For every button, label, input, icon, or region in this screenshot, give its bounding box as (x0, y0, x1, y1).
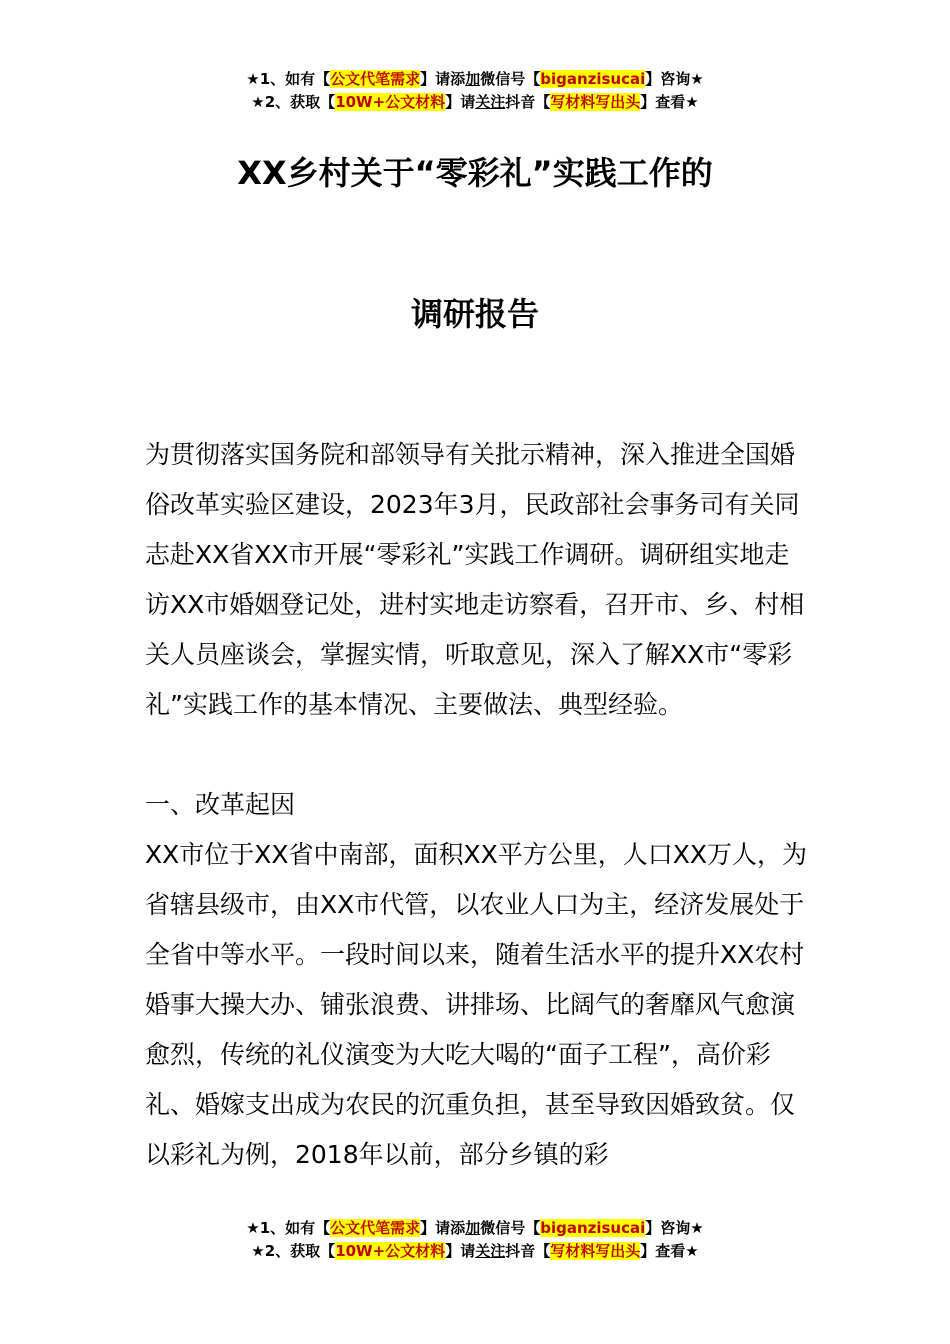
banner-line-1 (0, 68, 950, 91)
top-banner (0, 68, 950, 114)
banner-line-2 (0, 1240, 950, 1263)
intro-paragraph-block (145, 430, 810, 730)
banner-highlight-douyin: 写材料写出头 (550, 93, 641, 111)
banner-highlight: 公文代笔需求 (330, 70, 421, 88)
section-heading: 一、改革起因 (145, 790, 296, 819)
banner-text: ★2、获取【 (251, 93, 336, 111)
banner-line-2 (0, 91, 950, 114)
banner-highlight: 公文代笔需求 (330, 1219, 421, 1237)
section-heading-block (145, 780, 810, 830)
banner-underlined-text: 关注 (475, 93, 506, 111)
banner-highlight-wechat-id: biganzisucai (540, 70, 646, 88)
banner-highlight: 10W+公文材料 (335, 1242, 446, 1260)
banner-text: 】请添 (420, 1219, 466, 1237)
banner-text: 微信号【 (480, 70, 541, 88)
banner-text: ★1、如有【 (246, 1219, 331, 1237)
banner-text: 】咨询★ (645, 1219, 704, 1237)
section-paragraph: XX市位于XX省中南部，面积XX平方公里，人口XX万人，为省辖县级市，由XX市代管，以农业人口为主，经济发展处于全省中等水平。一段时间以来，随着生活水平的提升XX农村婚事大操大办、铺张浪费、讲排场、比阔气的奢靡风气愈演愈烈，传统的礼仪演变为大吃大喝的“面子工程”，高价彩礼、婚嫁支出成为农民的沉重负担，甚至导致因婚致贫。仅以彩礼为例，2018年以前，部分乡镇的彩 (145, 840, 808, 1169)
banner-text: 抖音【 (505, 93, 551, 111)
banner-highlight-wechat-id: biganzisucai (540, 1219, 646, 1237)
banner-text: 】请 (445, 1242, 476, 1260)
banner-text: 】咨询★ (645, 70, 704, 88)
document-title-line-1: XX乡村关于“零彩礼”实践工作的 (237, 154, 713, 192)
section-paragraph-block (145, 830, 810, 1180)
banner-line-1 (0, 1217, 950, 1240)
document-title-line-2: 调研报告 (410, 295, 539, 333)
banner-text: ★2、获取【 (251, 1242, 336, 1260)
banner-text: 微信号【 (480, 1219, 541, 1237)
banner-underlined-text: 加 (465, 1219, 481, 1237)
banner-highlight: 10W+公文材料 (335, 93, 446, 111)
banner-text: 】请添 (420, 70, 466, 88)
banner-underlined-text: 关注 (475, 1242, 506, 1260)
banner-text: 抖音【 (505, 1242, 551, 1260)
banner-text: ★1、如有【 (246, 70, 331, 88)
banner-text: 】请 (445, 93, 476, 111)
banner-underlined-text: 加 (465, 70, 481, 88)
banner-text: 】查看★ (640, 1242, 699, 1260)
banner-text: 】查看★ (640, 93, 699, 111)
bottom-banner (0, 1217, 950, 1263)
banner-highlight-douyin: 写材料写出头 (550, 1242, 641, 1260)
intro-paragraph: 为贯彻落实国务院和部领导有关批示精神，深入推进全国婚俗改革实验区建设，2023年3月，民政部社会事务司有关同志赴XX省XX市开展“零彩礼”实践工作调研。调研组实地走访XX市婚姻登记处，进村实地走访察看，召开市、乡、村相关人员座谈会，掌握实情，听取意见，深入了解XX市“零彩礼”实践工作的基本情况、主要做法、典型经验。 (145, 440, 805, 719)
